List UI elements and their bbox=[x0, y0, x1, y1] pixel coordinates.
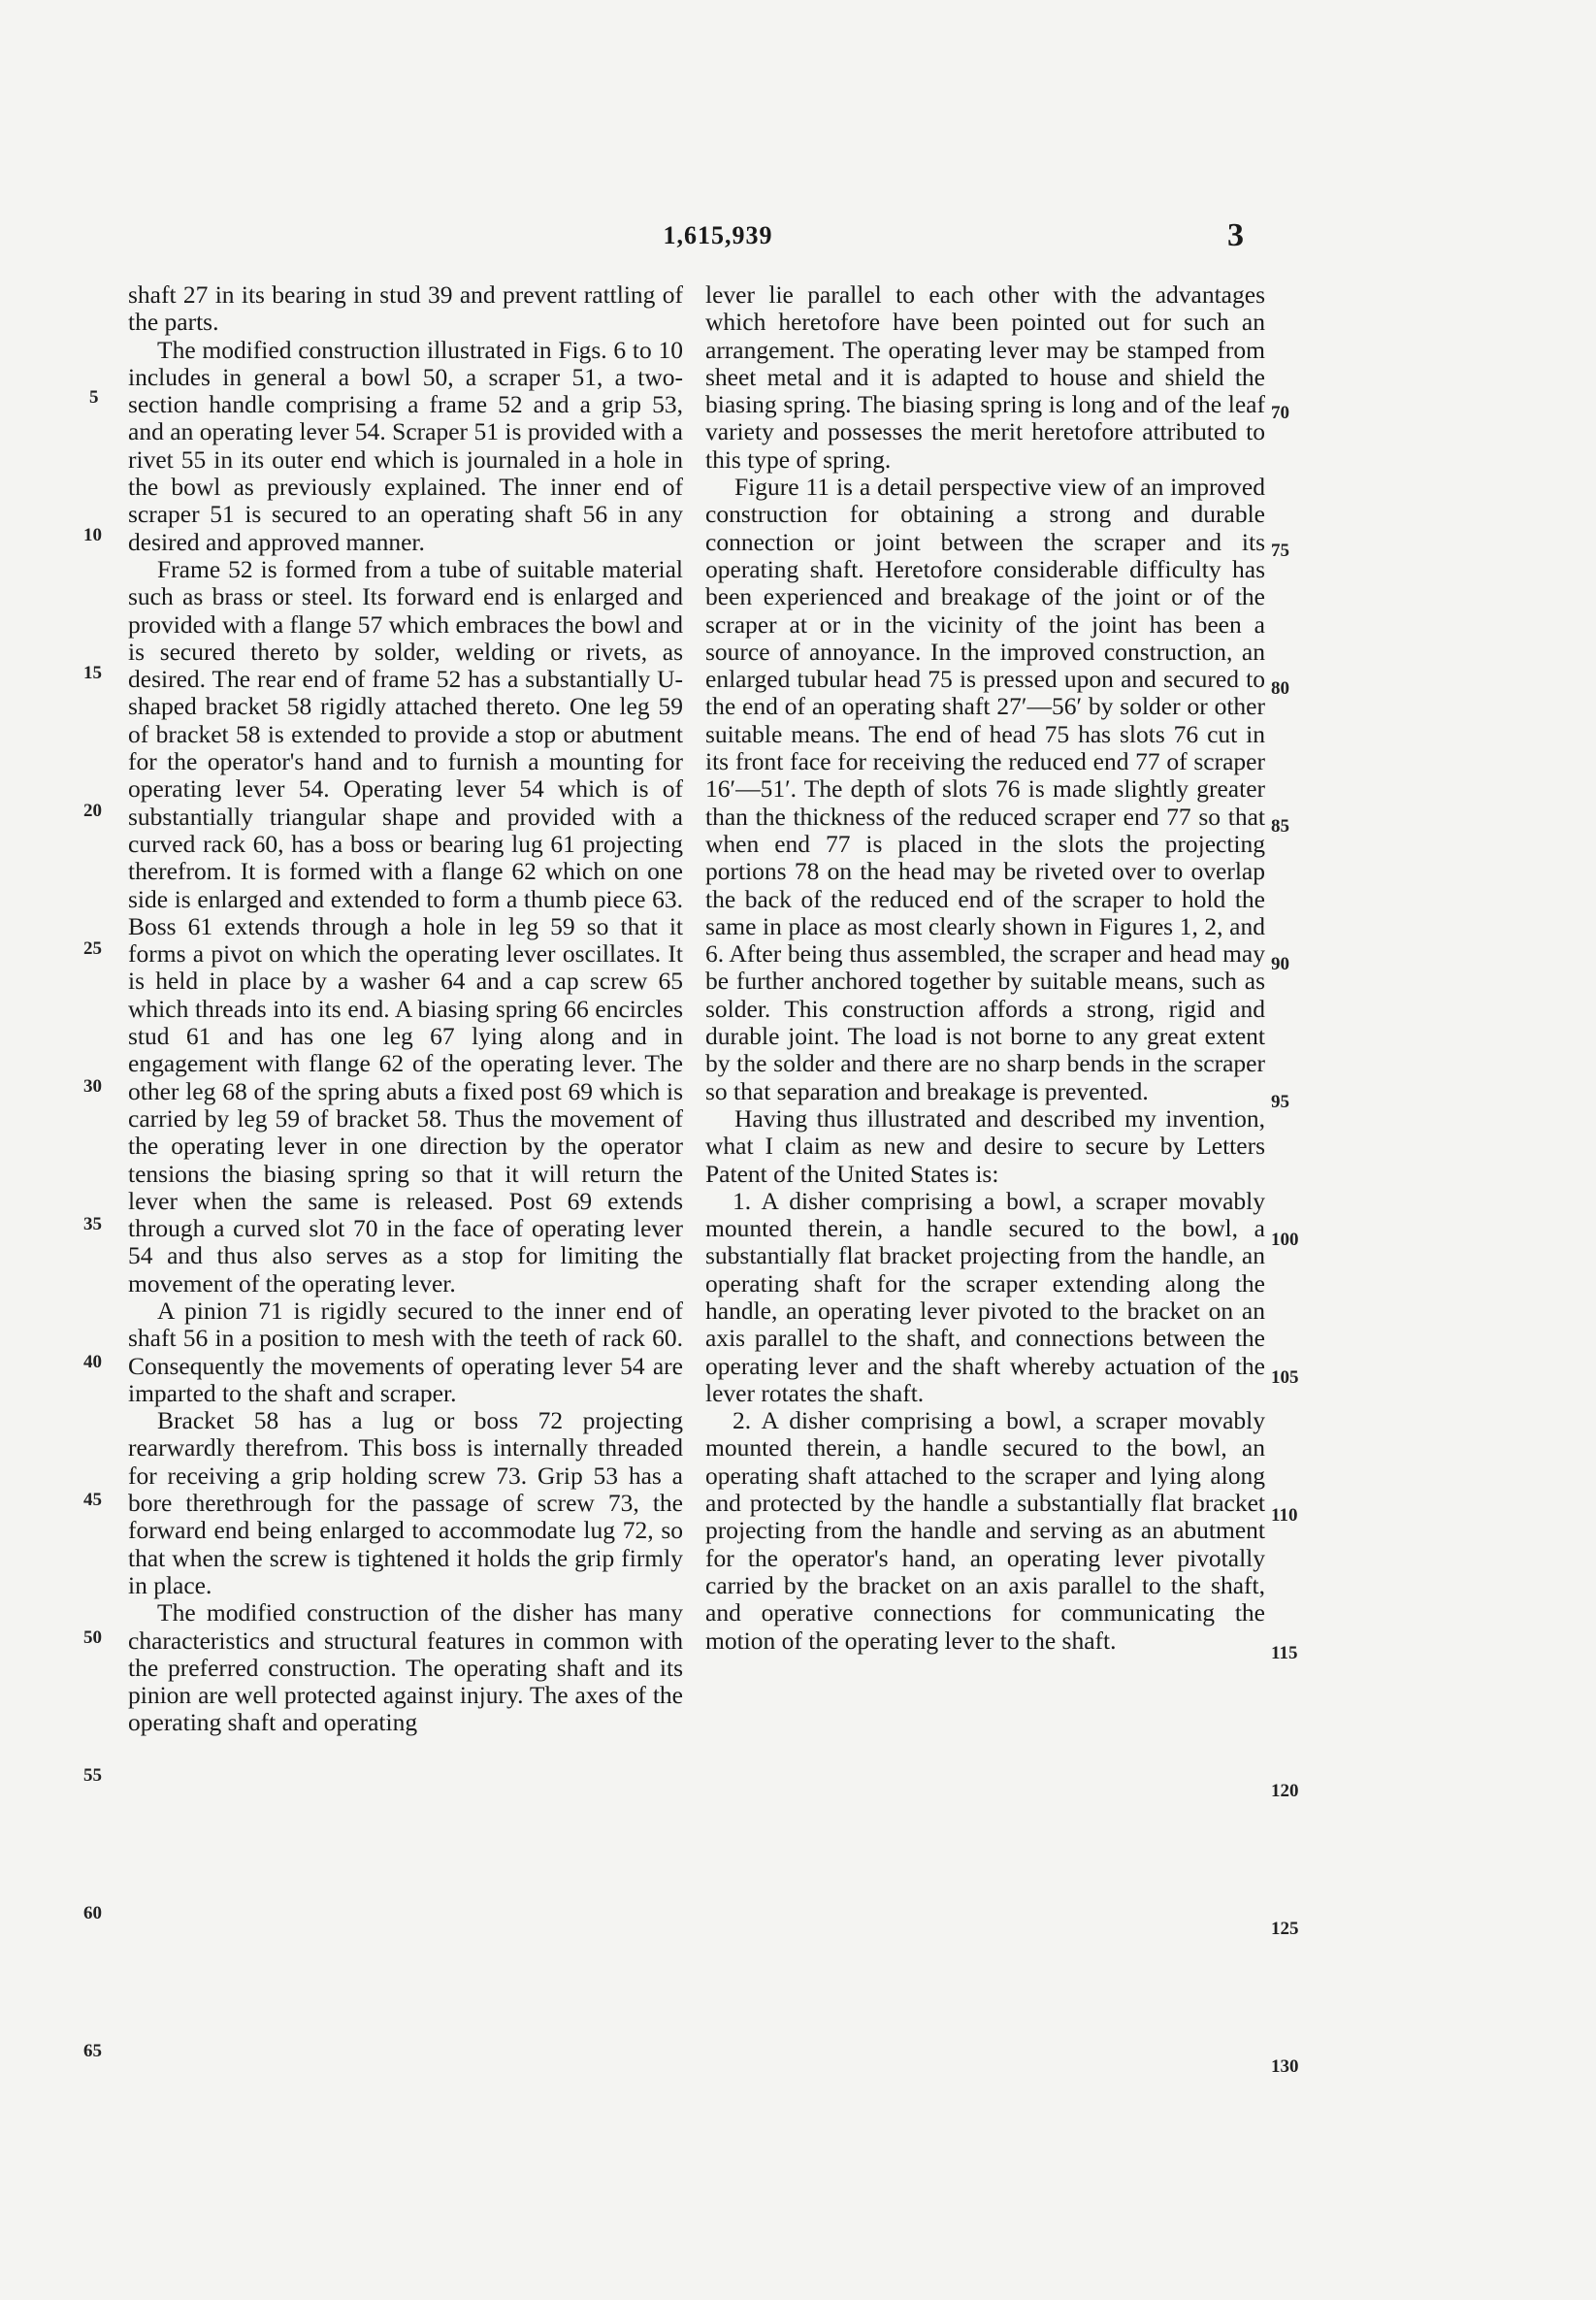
line-number: 65 bbox=[83, 2041, 102, 2061]
line-number: 115 bbox=[1271, 1643, 1298, 1663]
paragraph: A pinion 71 is rigidly secured to the inner end of shaft 56 in a position to mesh with the teeth of rack 60. Consequently the movements of operating lever 54 are imparted to the shaft and scraper. bbox=[128, 1296, 683, 1407]
patent-number: 1,615,939 bbox=[663, 221, 773, 249]
line-number: 85 bbox=[1271, 816, 1289, 837]
line-number: 95 bbox=[1271, 1092, 1289, 1112]
right-column bbox=[705, 281, 1265, 1655]
line-number: 30 bbox=[83, 1076, 102, 1097]
line-number: 20 bbox=[83, 801, 102, 821]
line-number: 35 bbox=[83, 1214, 102, 1234]
paragraph: Bracket 58 has a lug or boss 72 projecting rearwardly therefrom. This boss is internally threaded for receiving a grip holding screw 73. Grip 53 has a bore therethrough for the passage of screw 73, the forward end being enlarged to accommodate lug 72, so that when the screw is tightened it holds the grip firmly in place. bbox=[128, 1406, 683, 1599]
paragraph: lever lie parallel to each other with the advantages which heretofore have been pointed out for such an arrangement. The operating lever may be stamped from sheet metal and it is adapted to house and shield the biasing spring. The biasing spring is long and of the leaf variety and possesses the merit heretofore attributed to this type of spring. bbox=[705, 280, 1265, 474]
line-number: 90 bbox=[1271, 954, 1289, 974]
line-number: 45 bbox=[83, 1490, 102, 1510]
line-number: 70 bbox=[1271, 403, 1289, 423]
page-number: 3 bbox=[1227, 217, 1244, 253]
line-number: 130 bbox=[1271, 2056, 1299, 2077]
line-number: 120 bbox=[1271, 1781, 1299, 1801]
line-number: 50 bbox=[83, 1627, 102, 1648]
paragraph: The modified construction of the disher has many characteristics and structural features in common with the preferred construction. The operating shaft and its pinion are well protected against injury. The axes of the operating shaft and operating bbox=[128, 1598, 683, 1737]
line-number: 5 bbox=[89, 387, 99, 408]
line-number: 25 bbox=[83, 938, 102, 959]
paragraph: Figure 11 is a detail perspective view of an improved construction for obtaining a strong and durable connection or joint between the scraper and its operating shaft. Heretofore considerable difficulty has been experienced and breakage of the joint or of the scraper at or in the vicinity of the joint has been a source of annoyance. In the improved construction, an enlarged tubular head 75 is pressed upon and secured to the end of an operating shaft 27′—56′ by solder or other suitable means. The end of head 75 has slots 76 cut in its front face for receiving the reduced end 77 of scraper 16′—51′. The depth of slots 76 is made slightly greater than the thickness of the reduced scraper end 77 so that when end 77 is placed in the slots the projecting portions 78 on the head may be riveted over to overlap the back of the reduced end of the scraper to hold the same in place as most clearly shown in Figures 1, 2, and 6. After being thus assembled, the scraper and head may be further anchored together by suitable means, such as solder. This construction affords a strong, rigid and durable joint. The load is not borne to any great extent by the solder and there are no sharp bends in the scraper so that separation and breakage is prevented. bbox=[705, 473, 1265, 1105]
line-number: 40 bbox=[83, 1352, 102, 1372]
line-number: 75 bbox=[1271, 541, 1289, 561]
line-number: 55 bbox=[83, 1765, 102, 1786]
line-number: 15 bbox=[83, 663, 102, 683]
claim-2: 2. A disher comprising a bowl, a scraper movably mounted therein, a handle secured to the bowl, an operating shaft attached to the scraper and lying along and protected by the handle a substantially flat bracket projecting from the handle and serving as an abutment for the operator's hand, an operating lever pivotally carried by the bracket on an axis parallel to the shaft, and operative connections for communicating the motion of the operating lever to the shaft. bbox=[705, 1406, 1265, 1655]
line-number: 80 bbox=[1271, 678, 1289, 699]
paragraph: Frame 52 is formed from a tube of suitable material such as brass or steel. Its forward end is enlarged and provided with a flange 57 which embraces the bowl and is secured thereto by solder, welding or rivets, as desired. The rear end of frame 52 has a substantially U-shaped bracket 58 rigidly attached thereto. One leg 59 of bracket 58 is extended to provide a stop or abutment for the operator's hand and to furnish a mounting for operating lever 54. Operating lever 54 which is of substantially triangular shape and provided with a curved rack 60, has a boss or bearing lug 61 projecting therefrom. It is formed with a flange 62 which on one side is enlarged and extended to form a thumb piece 63. Boss 61 extends through a hole in leg 59 so that it forms a pivot on which the operating lever oscillates. It is held in place by a washer 64 and a cap screw 65 which threads into its end. A biasing spring 66 encircles stud 61 and has one leg 67 lying along and in engagement with flange 62 of the operating lever. The other leg 68 of the spring abuts a fixed post 69 which is carried by leg 59 of bracket 58. Thus the movement of the operating lever in one direction by the operator tensions the biasing spring so that it will return the lever when the same is released. Post 69 extends through a curved slot 70 in the face of operating lever 54 and thus also serves as a stop for limiting the movement of the operating lever. bbox=[128, 554, 683, 1298]
claim-1: 1. A disher comprising a bowl, a scraper movably mounted therein, a handle secured to the bowl, a substantially flat bracket projecting from the handle, an operating shaft for the scraper extending along the handle, an operating lever pivoted to the bracket on an axis parallel to the shaft, and connections between the operating lever and the shaft whereby actuation of the lever rotates the shaft. bbox=[705, 1186, 1265, 1407]
paragraph: The modified construction illustrated in Figs. 6 to 10 includes in general a bowl 50, a scraper 51, a two-section handle comprising a frame 52 and a grip 53, and an operating lever 54. Scraper 51 is provided with a rivet 55 in its outer end which is journaled in a hole in the bowl as previously explained. The inner end of scraper 51 is secured to an operating shaft 56 in any desired and approved manner. bbox=[128, 335, 683, 556]
line-number: 60 bbox=[83, 1903, 102, 1923]
line-number: 125 bbox=[1271, 1919, 1299, 1939]
line-number: 110 bbox=[1271, 1505, 1298, 1526]
left-column bbox=[128, 281, 683, 1737]
paragraph: shaft 27 in its bearing in stud 39 and prevent rattling of the parts. bbox=[128, 280, 683, 337]
line-number: 100 bbox=[1271, 1230, 1299, 1250]
paragraph: Having thus illustrated and described my invention, what I claim as new and desire to secure by Letters Patent of the United States is: bbox=[705, 1103, 1265, 1188]
line-number: 10 bbox=[83, 525, 102, 545]
line-number: 105 bbox=[1271, 1367, 1299, 1388]
page-header bbox=[0, 217, 1596, 260]
